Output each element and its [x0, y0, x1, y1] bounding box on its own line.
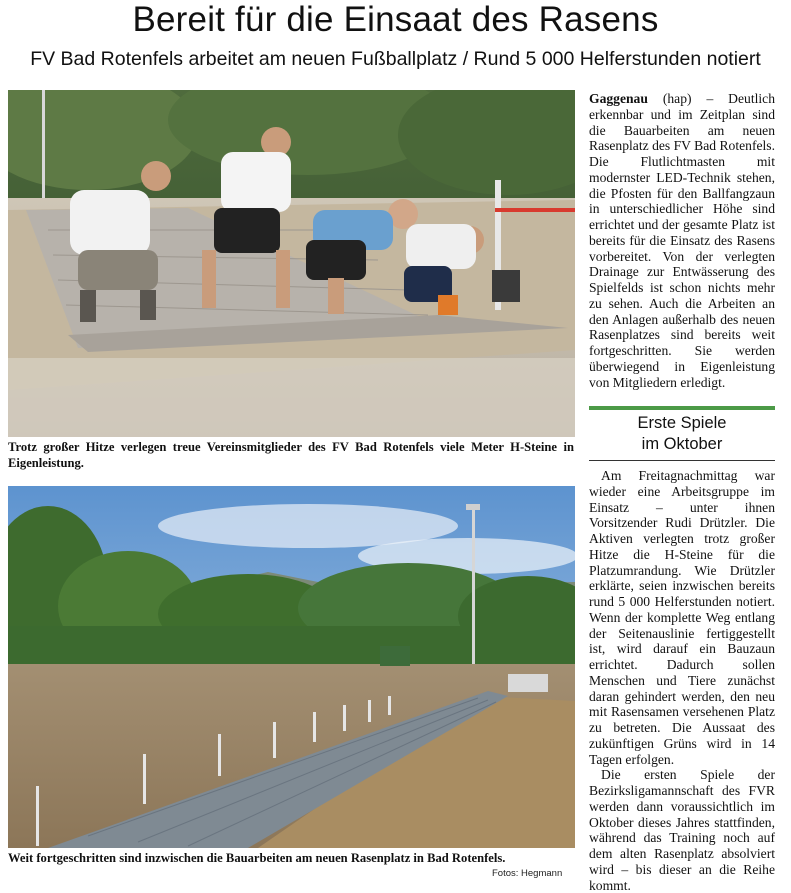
- photo-caption-2: Weit fortgeschritten sind inzwischen die Bauarbeiten am neuen Rasenplatz in Bad Rotenfels.: [8, 851, 506, 865]
- section-title-line-2: im Oktober: [641, 435, 723, 453]
- photo-volunteers-laying-stones: [8, 90, 575, 437]
- section-title-line-1: Erste Spiele: [637, 414, 727, 432]
- photo-credit: Fotos: Hegmann: [492, 868, 563, 879]
- article-paragraph-1: [589, 91, 775, 390]
- article-paragraph-2: Am Freitagnachmittag war wieder eine Arbeitsgruppe im Einsatz – unter ihnen Vorsitzender Rudi Drützler. Die Aktiven verlegten trotz großer Hitze die H-Steine für die Platzumrandung. Wie Drützler erklärte, seien inzwischen bereits rund 5 000 Helferstunden notiert. Wenn der komplette Weg entlang der Seitenauslinie fertiggestellt ist, wird darauf ein Bauzaun errichtet. Dadurch sollen Menschen und Tiere zunächst daran gehindert werden, den neu mit Rasensamen versehenen Platz zu betreten. Die Aussaat des zukünftigen Grüns wird in 14 Tagen erfolgen.: [589, 468, 775, 767]
- subheadline: FV Bad Rotenfels arbeitet am neuen Fußballplatz / Rund 5 000 Helferstunden notiert: [30, 48, 761, 70]
- paragraph-1-text: (hap) – Deutlich erkennbar und im Zeitplan sind die Bauarbeiten am neuen Rasenplatz des FV Bad Rotenfels. Die Flutlichtmasten mit modernster LED-Technik stehen, die Pfosten für den Ballfangzaun in unterschiedlicher Höhe sind errichtet und der gesamte Platz ist bereits für die Einsatz des Rasens vorbereitet. Von der verlegten Drainage zur Entwässerung des Spielfelds ist schon nichts mehr zu sehen. Auch die Arbeiten an den Anlagen außerhalb des neuen Rasenplatzes sind bereits weit fortgeschritten. Sie werden überwiegend in Eigenleistung von Mitgliedern erledigt.: [589, 91, 775, 390]
- section-title: [589, 413, 775, 455]
- article-paragraph-3: Die ersten Spiele der Bezirksligamannschaft des FVR werden dann voraussichtlich im Oktober dieses Jahres stattfinden, während das Training noch auf dem alten Rasenplatz absolviert wird – bis dieser an die Reihe kommt.: [589, 767, 775, 893]
- article-paragraph-2-3: [589, 468, 775, 893]
- headline: Bereit für die Einsaat des Rasens: [132, 0, 659, 39]
- photo-new-pitch-overview: [8, 486, 575, 848]
- photo-caption-1: Trotz großer Hitze verlegen treue Vereinsmitglieder des FV Bad Rotenfels viele Meter H-Steine in Eigenleistung.: [8, 440, 574, 470]
- dateline: Gaggenau: [589, 91, 648, 106]
- section-divider-green: [589, 406, 775, 410]
- section-divider-thin: [589, 460, 775, 461]
